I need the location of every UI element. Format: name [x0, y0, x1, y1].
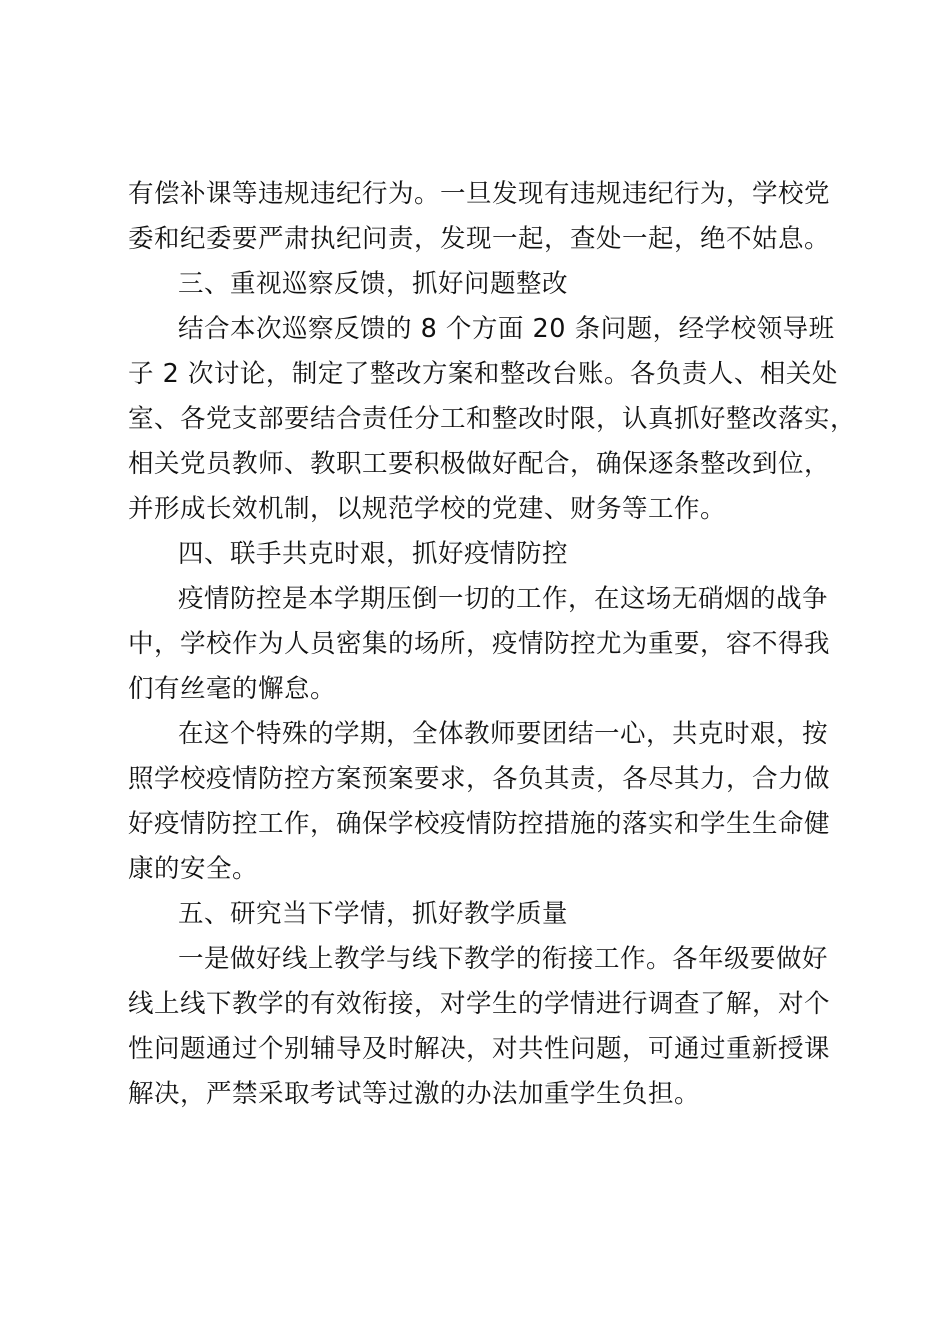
- heading-text: 五、研究当下学情，抓好教学质量: [178, 899, 569, 929]
- text-line: 解决，严禁采取考试等过激的办法加重学生负担。: [128, 1079, 701, 1109]
- text-line: 线上线下教学的有效衔接，对学生的学情进行调查了解，对个: [128, 989, 831, 1019]
- text-line: 康的安全。: [128, 854, 259, 884]
- text-line: 好疫情防控工作，确保学校疫情防控措施的落实和学生生命健: [128, 809, 831, 839]
- section-heading-4: [128, 532, 858, 577]
- text-line: 们有丝毫的懈怠。: [128, 674, 337, 704]
- text-line: 性问题通过个别辅导及时解决，对共性问题，可通过重新授课: [128, 1034, 831, 1064]
- text-line: 结合本次巡察反馈的 8 个方面 20 条问题，经学校领导班: [178, 314, 835, 344]
- text-line: 在这个特殊的学期，全体教师要团结一心，共克时艰，按: [178, 719, 829, 749]
- text-line: 照学校疫情防控方案预案要求，各负其责，各尽其力，合力做: [128, 764, 831, 794]
- paragraph-discipline-end: [128, 172, 858, 262]
- paragraph-inspection-rectification: [128, 307, 858, 532]
- section-heading-5: [128, 892, 858, 937]
- text-line: 一是做好线上教学与线下教学的衔接工作。各年级要做好: [178, 944, 829, 974]
- heading-text: 四、联手共克时艰，抓好疫情防控: [178, 539, 569, 569]
- heading-text: 三、重视巡察反馈，抓好问题整改: [178, 269, 569, 299]
- text-line: 疫情防控是本学期压倒一切的工作，在这场无硝烟的战争: [178, 584, 829, 614]
- text-line: 室、各党支部要结合责任分工和整改时限，认真抓好整改落实，: [128, 404, 857, 434]
- document-body: [128, 172, 858, 1117]
- text-line: 有偿补课等违规违纪行为。一旦发现有违规违纪行为，学校党: [128, 179, 831, 209]
- text-line: 并形成长效机制，以规范学校的党建、财务等工作。: [128, 494, 727, 524]
- text-line: 中，学校作为人员密集的场所，疫情防控尤为重要，容不得我: [128, 629, 831, 659]
- paragraph-special-semester: [128, 712, 858, 892]
- text-line: 委和纪委要严肃执纪问责，发现一起，查处一起，绝不姑息。: [128, 224, 831, 254]
- paragraph-teaching-transition: [128, 937, 858, 1117]
- section-heading-3: [128, 262, 858, 307]
- text-line: 子 2 次讨论，制定了整改方案和整改台账。各负责人、相关处: [128, 359, 838, 389]
- text-line: 相关党员教师、教职工要积极做好配合，确保逐条整改到位，: [128, 449, 831, 479]
- paragraph-epidemic-control: [128, 577, 858, 712]
